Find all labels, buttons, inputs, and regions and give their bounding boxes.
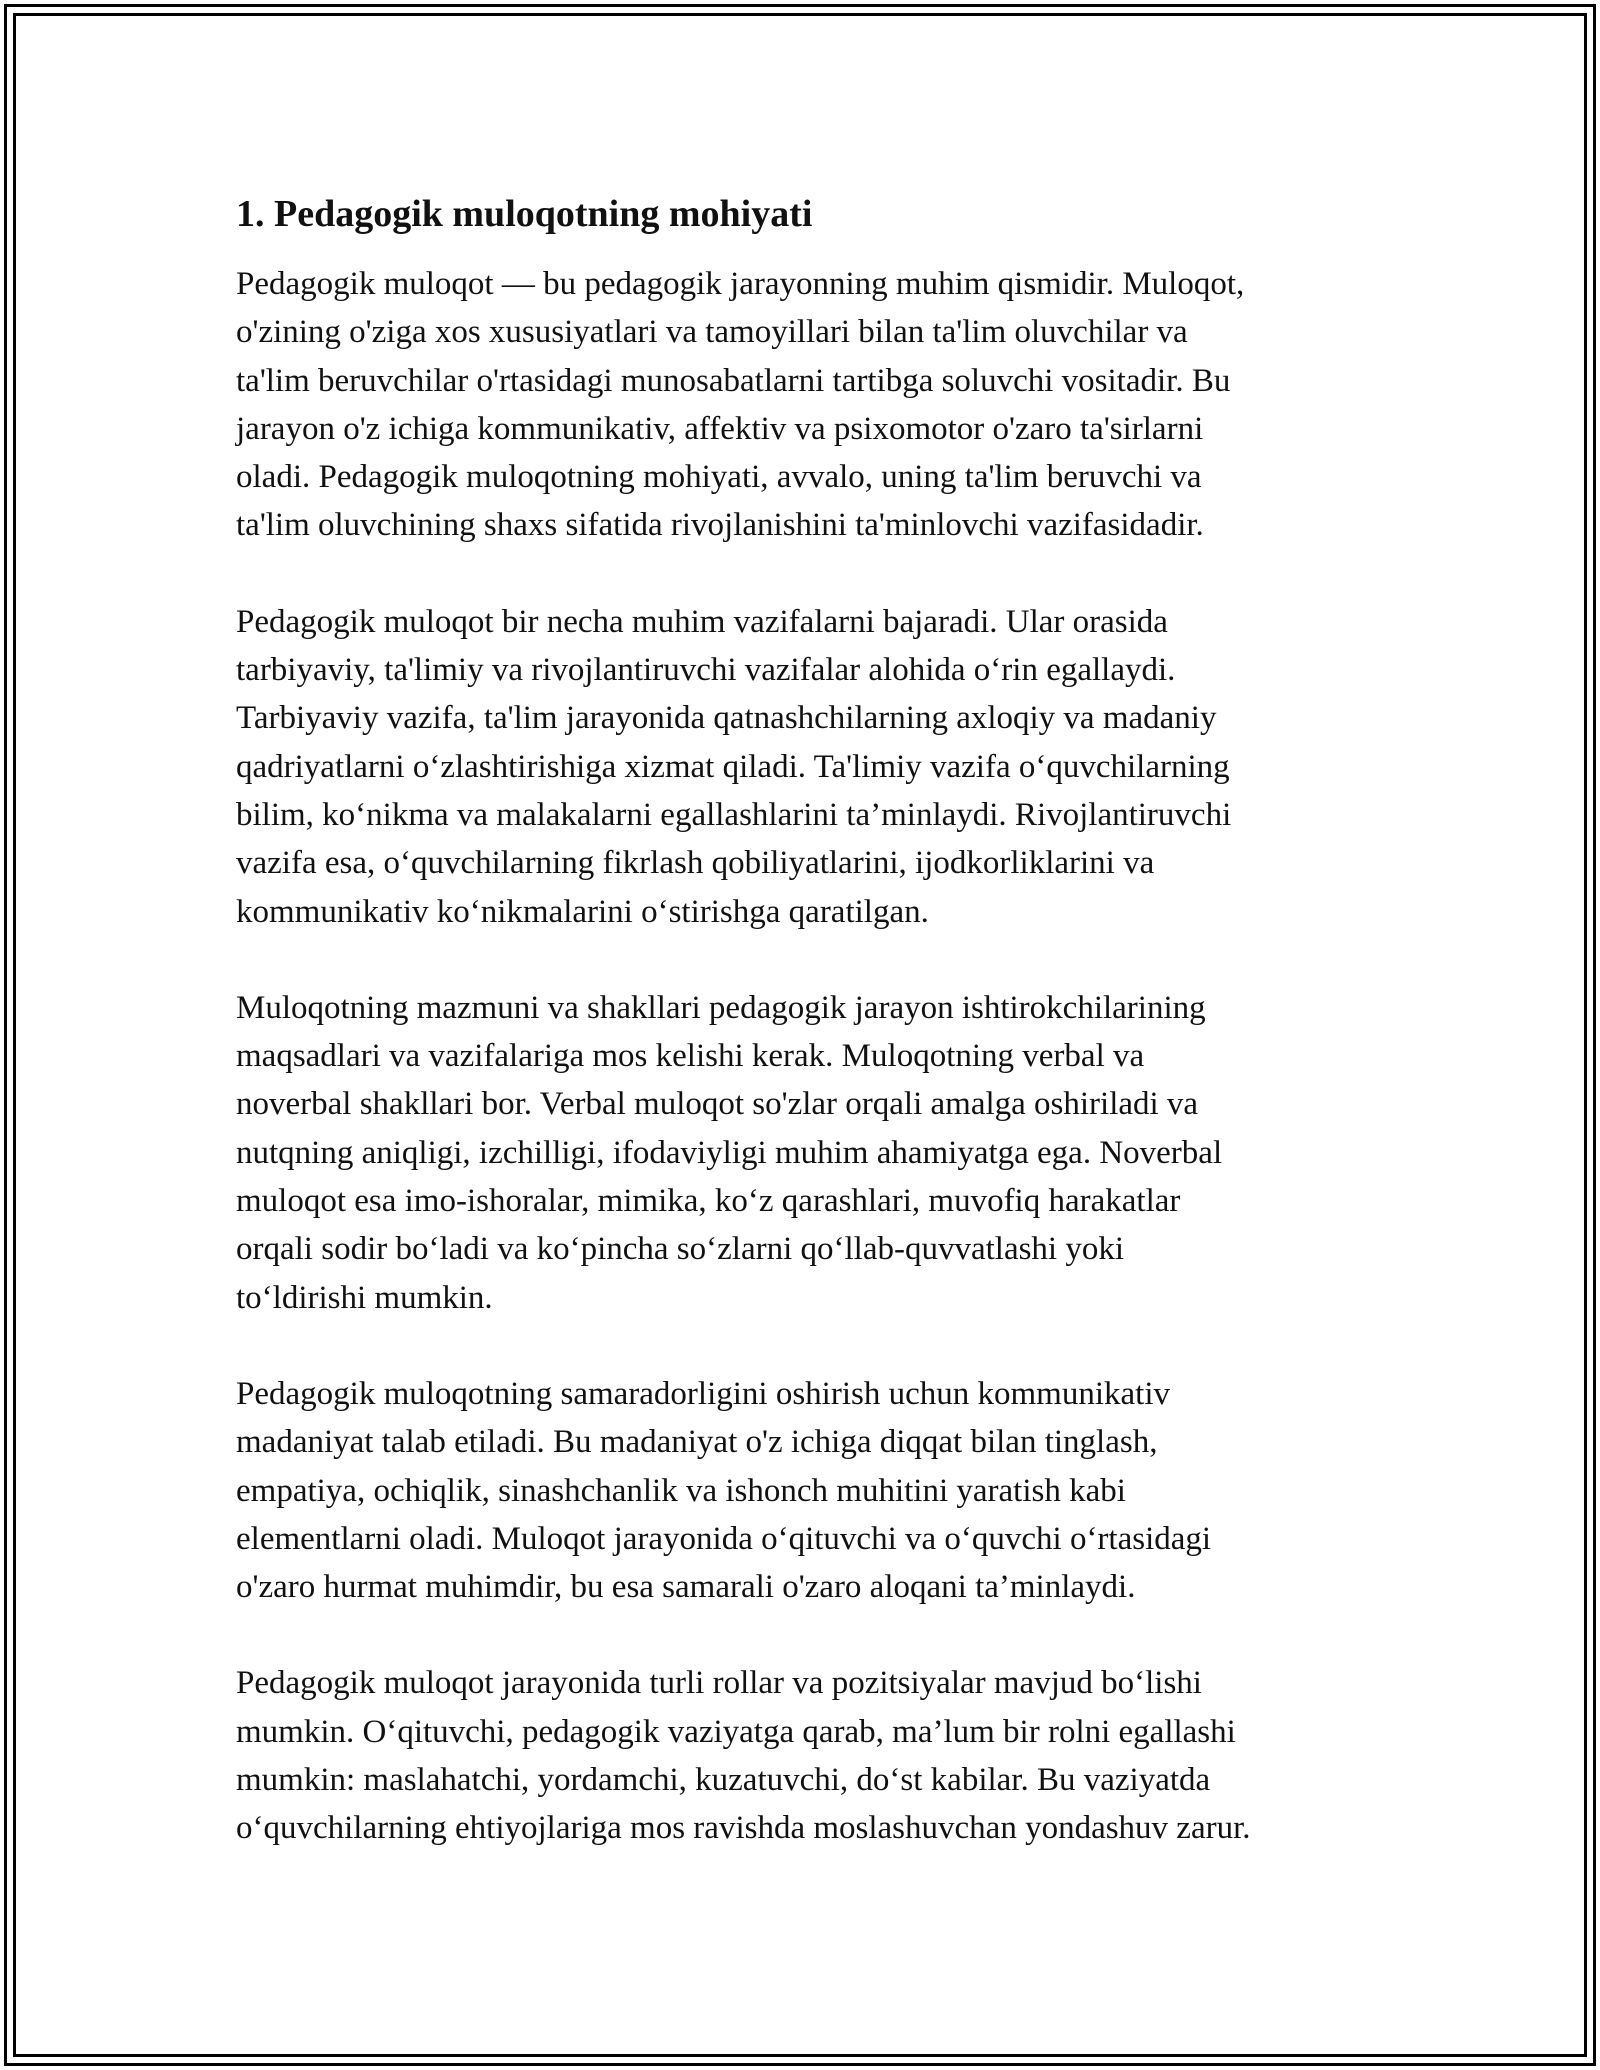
section-heading: 1. Pedagogik muloqotning mohiyati xyxy=(236,193,813,235)
paragraph-forms: Muloqotning mazmuni va shakllari pedagogik jarayon ishtirokchilarining maqsadlari va vazifalariga mos kelishi kerak. Muloqotning verbal va noverbal shakllari bor. Verbal muloqot so'zlar orqali amalga oshiriladi va nutqning aniqligi, izchilligi, ifodaviyligi muhim ahamiyatga ega. Noverbal muloqot esa imo-ishoralar, mimika, ko‘z qarashlari, muvofiq harakatlar orqali sodir bo‘ladi va ko‘pincha so‘zlarni qo‘llab-quvvatlashi yoki to‘ldirishi mumkin. xyxy=(236,989,1223,1316)
paragraph-culture: Pedagogik muloqotning samaradorligini oshirish uchun kommunikativ madaniyat talab etiladi. Bu madaniyat o'z ichiga diqqat bilan tinglash, empatiya, ochiqlik, sinashchanlik va ishonch muhitini yaratish kabi elementlarni oladi. Muloqot jarayonida o‘qituvchi va o‘quvchi o‘rtasidagi o'zaro hurmat muhimdir, bu esa samarali o'zaro aloqani ta’minlaydi. xyxy=(236,1375,1212,1606)
document-content xyxy=(236,186,1386,1901)
paragraph-roles: Pedagogik muloqot jarayonida turli rollar va pozitsiyalar mavjud bo‘lishi mumkin. O‘qituvchi, pedagogik vaziyatga qarab, ma’lum bir rolni egallashi mumkin: maslahatchi, yordamchi, kuzatuvchi, do‘st kabilar. Bu vaziyatda o‘quvchilarning ehtiyojlariga mos ravishda moslashuvchan yondashuv zarur. xyxy=(236,1665,1251,1847)
paragraph-essence: Pedagogik muloqot — bu pedagogik jarayonning muhim qismidir. Muloqot, o'zining o'ziga xos xususiyatlari va tamoyillari bilan ta'lim oluvchilar va ta'lim beruvchilar o'rtasidagi munosabatlarni tartibga soluvchi vositadir. Bu jarayon o'z ichiga kommunikativ, affektiv va psixomotor o'zaro ta'sirlarni oladi. Pedagogik muloqotning mohiyati, avvalo, uning ta'lim beruvchi va ta'lim oluvchining shaxs sifatida rivojlanishini ta'minlovchi vazifasidadir. xyxy=(236,266,1245,544)
paragraph-functions: Pedagogik muloqot bir necha muhim vazifalarni bajaradi. Ular orasida tarbiyaviy, ta'limiy va rivojlantiruvchi vazifalar alohida o‘rin egallaydi. Tarbiyaviy vazifa, ta'lim jarayonida qatnashchilarning axloqiy va madaniy qadriyatlarni o‘zlashtirishiga xizmat qiladi. Ta'limiy vazifa o‘quvchilarning bilim, ko‘nikma va malakalarni egallashlarini ta’minlaydi. Rivojlantiruvchi vazifa esa, o‘quvchilarning fikrlash qobiliyatlarini, ijodkorliklarini va kommunikativ ko‘nikmalarini o‘stirishga qaratilgan. xyxy=(236,603,1232,930)
